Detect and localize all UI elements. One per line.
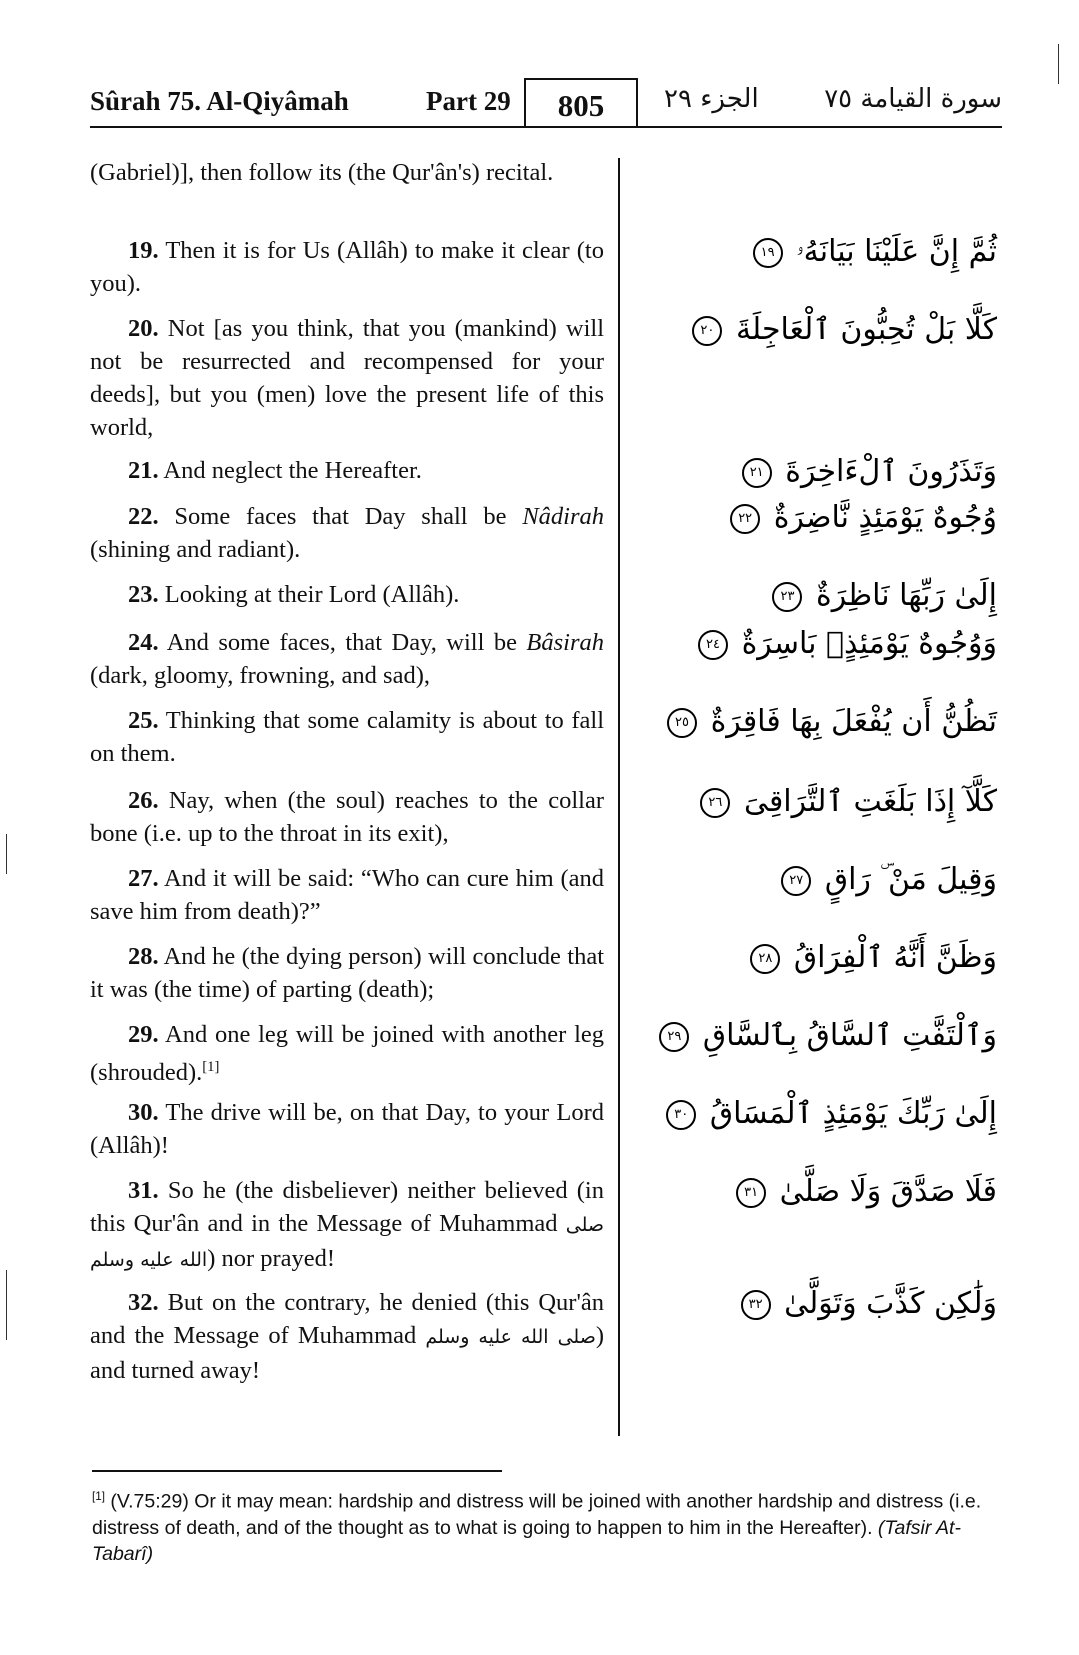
verse-text: And it will be said: “Who can cure him (and save him from death)?”: [90, 865, 604, 925]
surah-title: Sûrah 75. Al-Qiyâmah: [90, 86, 349, 116]
verse-number: 23.: [128, 581, 159, 608]
arabic-text: وَقِيلَ مَنْ ۜ رَاقٍ: [824, 862, 997, 897]
verse-number: 32.: [128, 1289, 159, 1316]
verse-21: [90, 454, 604, 487]
verse-text: Thinking that some calamity is about to fall on them.: [90, 707, 604, 767]
verse-text: And he (the dying person) will conclude that it was (the time) of parting (death);: [90, 943, 604, 1003]
verse-number: 24.: [128, 629, 159, 656]
verse-end-marker: ٢٢: [730, 504, 760, 534]
arabic-surah-title: سورة القيامة ٧٥: [824, 84, 1002, 114]
arabic-text: كَلَّآ إِذَا بَلَغَتِ ٱلتَّرَاقِىَ: [743, 784, 997, 819]
verse-end-marker: ٢٥: [667, 708, 697, 738]
arabic-verse-21: [742, 454, 997, 489]
verse-19: [90, 234, 604, 300]
verse-end-marker: ٣٠: [666, 1100, 696, 1130]
scan-margin-mark: [6, 834, 7, 874]
arabic-verse-28: [750, 940, 997, 975]
verse-end-marker: ٣٢: [741, 1290, 771, 1320]
arabic-verse-20: [692, 312, 997, 347]
verse-text: But on the contrary, he denied (this Qur'ân and the Message of Muhammad: [90, 1289, 604, 1349]
verse-end-marker: ٢٦: [700, 788, 730, 818]
verse-text: Some faces that Day shall be: [158, 503, 523, 530]
verse-end-marker: ٢٩: [659, 1022, 689, 1052]
verse-number: 26.: [128, 787, 159, 814]
arabic-text: وَٱلْتَفَّتِ ٱلسَّاقُ بِٱلسَّاقِ: [702, 1018, 997, 1053]
verse-22: [90, 500, 604, 566]
verse-end-marker: ٢٤: [698, 630, 728, 660]
verse-text-cont: (dark, gloomy, frowning, and sad),: [90, 662, 430, 689]
verse-end-marker: ٢٨: [750, 944, 780, 974]
header-rule: [90, 126, 1002, 128]
verse-text: Nay, when (the soul) reaches to the collar bone (i.e. up to the throat in its exit),: [90, 787, 604, 847]
arabic-text: وَلَٰكِن كَذَّبَ وَتَوَلَّىٰ: [784, 1286, 997, 1321]
footnote-rule: [92, 1470, 502, 1472]
verse-30: [90, 1096, 604, 1162]
arabic-text: ثُمَّ إِنَّ عَلَيْنَا بَيَانَهُۥ: [796, 234, 997, 269]
arabic-text: وُجُوهٌ يَوْمَئِذٍ نَّاضِرَةٌ: [773, 500, 997, 535]
arabic-verse-23: [772, 578, 997, 613]
page-number: 805: [524, 78, 638, 126]
continuation-text: (Gabriel)], then follow its (the Qur'ân's) recital.: [90, 159, 554, 186]
verse-20: [90, 312, 604, 444]
verse-text-cont: ) nor prayed!: [207, 1245, 336, 1272]
verse-end-marker: ٢٣: [772, 582, 802, 612]
arabic-verse-29: [659, 1018, 997, 1053]
verse-end-marker: ٢٠: [692, 316, 722, 346]
verse-text: And one leg will be joined with another leg (shrouded).: [90, 1021, 604, 1087]
verse-text: The drive will be, on that Day, to your Lord (Allâh)!: [90, 1099, 604, 1159]
footnote-ref[interactable]: [1]: [202, 1059, 220, 1075]
arabic-verse-30: [666, 1096, 997, 1131]
salutation-text: صلى الله عليه وسلم: [90, 1214, 604, 1271]
verse-31: [90, 1174, 604, 1277]
verse-text: And neglect the Hereafter.: [158, 457, 422, 484]
verse-27: [90, 862, 604, 928]
verse-number: 29.: [128, 1021, 159, 1048]
verse-24: [90, 626, 604, 692]
arabic-text: إِلَىٰ رَبِّهَا نَاظِرَةٌ: [816, 578, 997, 613]
verse-text: So he (the disbeliever) neither believed (in this Qur'ân and in the Message of Muhammad: [90, 1177, 604, 1237]
arabic-text: إِلَىٰ رَبِّكَ يَوْمَئِذٍ ٱلْمَسَاقُ: [709, 1096, 997, 1131]
verse-number: 27.: [128, 865, 159, 892]
verse-29: [90, 1018, 604, 1089]
arabic-verse-24: [698, 626, 997, 661]
verse-end-marker: ٢١: [742, 458, 772, 488]
verse-number: 20.: [128, 315, 159, 342]
footnote-source: (Tafsir At-Tabarî): [92, 1516, 961, 1565]
verse-number: 19.: [128, 237, 159, 264]
verse-end-marker: ١٩: [753, 238, 783, 268]
arabic-text: وَظَنَّ أَنَّهُ ٱلْفِرَاقُ: [793, 940, 997, 975]
verse-number: 21.: [128, 457, 159, 484]
arabic-verse-27: [781, 862, 997, 897]
arabic-part-label: الجزء ٢٩: [664, 84, 759, 114]
scan-margin-mark: [6, 1270, 7, 1340]
part-label: Part 29: [426, 86, 511, 116]
verse-32: [90, 1286, 604, 1387]
arabic-text: وَتَذَرُونَ ٱلْءَاخِرَةَ: [785, 454, 997, 489]
page-header: [90, 78, 1002, 128]
arabic-text: فَلَا صَدَّقَ وَلَا صَلَّىٰ: [779, 1174, 997, 1209]
verse-text: Looking at their Lord (Allâh).: [158, 581, 460, 608]
salutation-text: صلى الله عليه وسلم: [425, 1326, 596, 1348]
arabic-verse-19: [753, 234, 997, 269]
verse-number: 30.: [128, 1099, 159, 1126]
verse-text: Not [as you think, that you (mankind) will not be resurrected and recompensed for your deeds], but you (men) love the present life of this world,: [90, 315, 604, 441]
arabic-verse-32: [741, 1286, 997, 1321]
verse-end-marker: ٢٧: [781, 866, 811, 896]
verse-text-cont: ) and turned away!: [90, 1322, 604, 1384]
arabic-text: كَلَّا بَلْ تُحِبُّونَ ٱلْعَاجِلَةَ: [735, 312, 997, 347]
verse-term: Bâsirah: [526, 629, 604, 656]
arabic-verse-26: [700, 784, 997, 819]
footnote: [92, 1484, 1002, 1567]
verse-25: [90, 704, 604, 770]
footnote-text: (V.75:29) Or it may mean: hardship and distress will be joined with another hardship and distress (i.e. distress of death, and of the thought as to what is going to happen to him in the Hereafter).: [92, 1490, 982, 1539]
verse-end-marker: ٣١: [736, 1178, 766, 1208]
footnote-marker: [1]: [92, 1490, 105, 1503]
arabic-verse-25: [667, 704, 997, 739]
arabic-text: تَظُنُّ أَن يُفْعَلَ بِهَا فَاقِرَةٌ: [710, 704, 997, 739]
verse-28: [90, 940, 604, 1006]
verse-number: 25.: [128, 707, 159, 734]
verse-number: 28.: [128, 943, 159, 970]
scan-margin-mark: [1058, 44, 1059, 84]
verse-23: [90, 578, 604, 611]
verse-number: 22.: [128, 503, 159, 530]
verse-text-cont: (shining and radiant).: [90, 536, 301, 563]
verse-text: And some faces, that Day, will be: [158, 629, 527, 656]
verse-number: 31.: [128, 1177, 159, 1204]
arabic-verse-22: [730, 500, 997, 535]
column-divider: [618, 158, 620, 1436]
verse-term: Nâdirah: [522, 503, 604, 530]
verse-text: Then it is for Us (Allâh) to make it clear (to you).: [90, 237, 604, 297]
verse-26: [90, 784, 604, 850]
arabic-verse-31: [736, 1174, 997, 1209]
arabic-text: وَوُجُوهٌ يَوْمَئِذٍۭ بَاسِرَةٌ: [741, 626, 997, 661]
